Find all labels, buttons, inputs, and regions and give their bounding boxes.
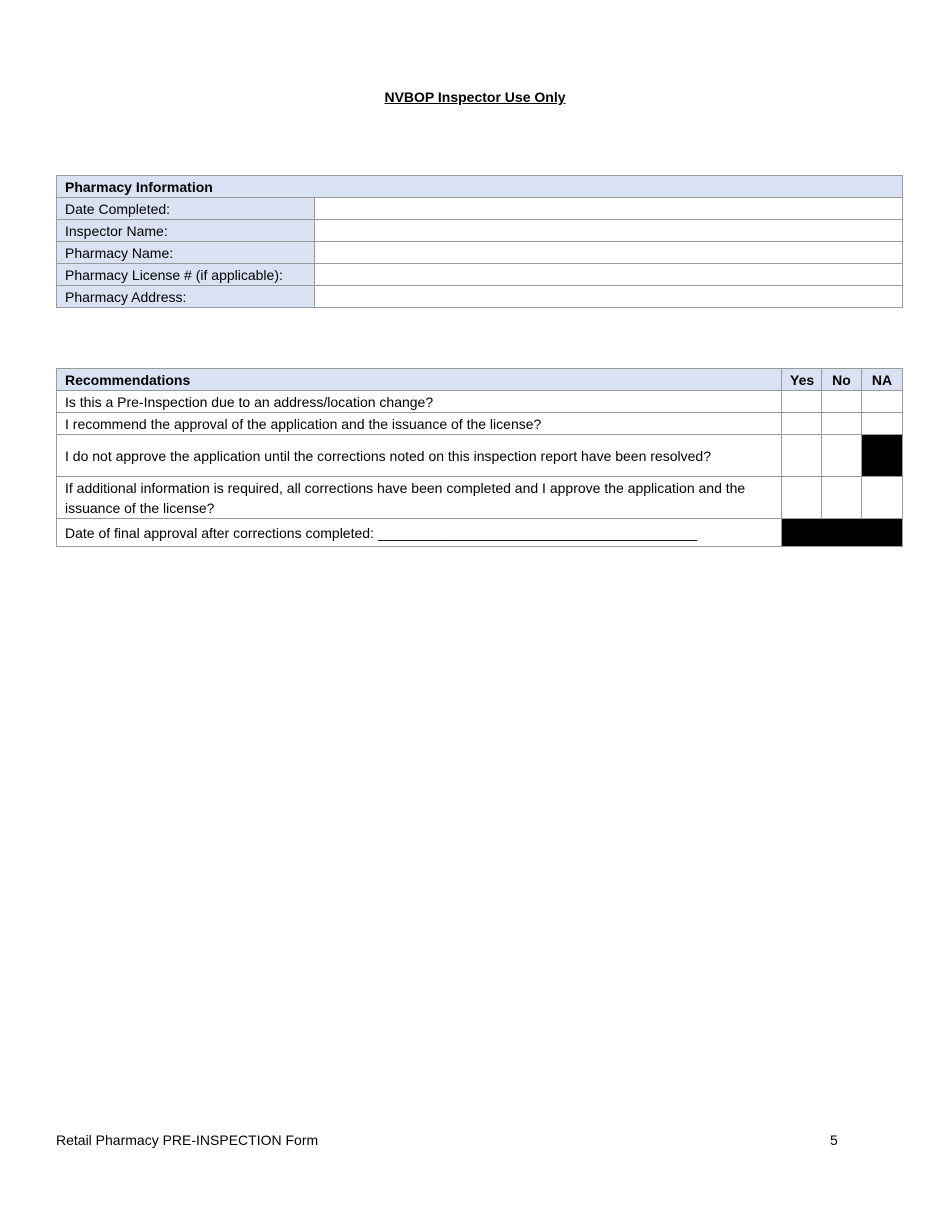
- pharmacy-address-label: Pharmacy Address:: [57, 286, 315, 308]
- yes-checkbox-cell[interactable]: [782, 477, 822, 519]
- na-checkbox-cell[interactable]: [862, 391, 903, 413]
- na-blocked-cell: [862, 435, 903, 477]
- yes-checkbox-cell[interactable]: [782, 413, 822, 435]
- no-checkbox-cell[interactable]: [822, 477, 862, 519]
- pharmacy-information-table: [56, 175, 903, 308]
- no-checkbox-cell[interactable]: [822, 413, 862, 435]
- no-checkbox-cell[interactable]: [822, 435, 862, 477]
- yes-column-header: Yes: [782, 369, 822, 391]
- final-approval-date-field[interactable]: Date of final approval after corrections completed: _________________________________________: [57, 519, 782, 547]
- footer-page-number: 5: [830, 1132, 838, 1148]
- recommendation-question: Is this a Pre-Inspection due to an address/location change?: [57, 391, 782, 413]
- inspector-name-field[interactable]: [315, 220, 903, 242]
- recommendation-question: I recommend the approval of the application and the issuance of the license?: [57, 413, 782, 435]
- pharmacy-license-field[interactable]: [315, 264, 903, 286]
- pharmacy-license-label: Pharmacy License # (if applicable):: [57, 264, 315, 286]
- pharmacy-name-field[interactable]: [315, 242, 903, 264]
- na-checkbox-cell[interactable]: [862, 413, 903, 435]
- pharmacy-information-header: Pharmacy Information: [57, 176, 903, 198]
- recommendation-question: If additional information is required, all corrections have been completed and I approve the application and the issuance of the license?: [57, 477, 782, 519]
- no-column-header: No: [822, 369, 862, 391]
- no-checkbox-cell[interactable]: [822, 391, 862, 413]
- yes-checkbox-cell[interactable]: [782, 391, 822, 413]
- pharmacy-address-field[interactable]: [315, 286, 903, 308]
- na-column-header: NA: [862, 369, 903, 391]
- yes-checkbox-cell[interactable]: [782, 435, 822, 477]
- recommendations-header: Recommendations: [57, 369, 782, 391]
- date-completed-label: Date Completed:: [57, 198, 315, 220]
- footer-form-name: Retail Pharmacy PRE-INSPECTION Form: [56, 1132, 319, 1148]
- blocked-answer-cells: [782, 519, 903, 547]
- recommendations-table: [56, 368, 903, 547]
- page-title: NVBOP Inspector Use Only: [384, 89, 566, 105]
- inspector-name-label: Inspector Name:: [57, 220, 315, 242]
- pharmacy-name-label: Pharmacy Name:: [57, 242, 315, 264]
- recommendation-question: I do not approve the application until the corrections noted on this inspection report have been resolved?: [57, 435, 782, 477]
- na-checkbox-cell[interactable]: [862, 477, 903, 519]
- date-completed-field[interactable]: [315, 198, 903, 220]
